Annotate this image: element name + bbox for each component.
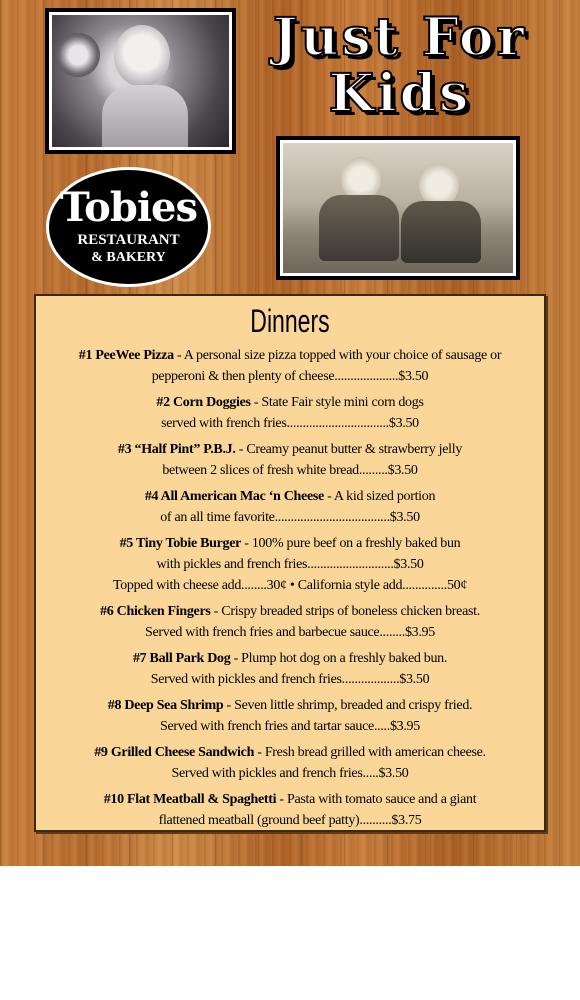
vintage-photo-child-car bbox=[45, 8, 236, 154]
vintage-photo-two-children bbox=[276, 136, 520, 280]
menu-item-description: - Fresh bread grilled with american cheese. bbox=[254, 745, 486, 760]
title-line-2: Kids bbox=[328, 63, 472, 124]
menu-item-name: #9 Grilled Cheese Sandwich bbox=[94, 745, 255, 760]
menu-item-description: - Plump hot dog on a freshly baked bun. bbox=[230, 651, 448, 666]
menu-item-name: #3 “Half Pint” P.B.J. bbox=[117, 442, 236, 457]
menu-item-price-line: of an all time favorite....................................$3.50 bbox=[160, 510, 420, 525]
menu-item-description: - A personal size pizza topped with your choice of sausage or bbox=[173, 348, 502, 363]
child-body bbox=[102, 85, 188, 150]
page-title bbox=[240, 7, 560, 124]
menu-item bbox=[36, 695, 544, 737]
logo-line-2: & BAKERY bbox=[91, 250, 166, 265]
menu-item-name: #5 Tiny Tobie Burger bbox=[119, 536, 242, 551]
child-body-left bbox=[319, 195, 399, 261]
menu-item-addon-line: Topped with cheese add........30¢ • California style add..............50¢ bbox=[112, 578, 468, 593]
menu-item-description: - A kid sized portion bbox=[323, 489, 436, 504]
menu-item-name: #8 Deep Sea Shrimp bbox=[107, 698, 224, 713]
menu-item-name: #7 Ball Park Dog bbox=[132, 651, 231, 666]
menu-item-name: #6 Chicken Fingers bbox=[100, 604, 211, 619]
menu-item bbox=[36, 486, 544, 528]
menu-item-price-line: Served with pickles and french fries.....$3.50 bbox=[171, 766, 409, 781]
title-line-1: Just For bbox=[273, 7, 527, 68]
menu-item-description: - State Fair style mini corn dogs bbox=[250, 395, 424, 410]
restaurant-logo bbox=[46, 167, 211, 287]
menu-item bbox=[36, 533, 544, 596]
menu-item-description: - 100% pure beef on a freshly baked bun bbox=[241, 536, 461, 551]
child-body-right bbox=[401, 201, 481, 263]
menu-heading: Dinners bbox=[250, 303, 330, 339]
menu-item bbox=[36, 345, 544, 387]
menu-item-price-line: with pickles and french fries...........................$3.50 bbox=[156, 557, 424, 572]
menu-item-price-line: Served with french fries and tartar sauce.....$3.95 bbox=[160, 719, 420, 734]
logo-line-1: RESTAURANT bbox=[77, 232, 180, 248]
menu-item-name: #2 Corn Doggies bbox=[156, 395, 251, 410]
menu-item-name: #10 Flat Meatball & Spaghetti bbox=[103, 792, 277, 807]
menu-item-description: - Crispy breaded strips of boneless chicken breast. bbox=[210, 604, 480, 619]
menu-item-price-line: served with french fries................................$3.50 bbox=[161, 416, 419, 431]
logo-brand: Tobies bbox=[60, 184, 197, 231]
menu-item bbox=[36, 392, 544, 434]
menu-item-price-line: between 2 slices of fresh white bread.........$3.50 bbox=[162, 463, 418, 478]
menu-item bbox=[36, 601, 544, 643]
menu-item-description: - Creamy peanut butter & strawberry jelly bbox=[235, 442, 463, 457]
menu-item bbox=[36, 648, 544, 690]
menu-item bbox=[36, 789, 544, 831]
child-face bbox=[114, 25, 170, 87]
menu-item-description: - Seven little shrimp, breaded and crispy fried. bbox=[223, 698, 473, 713]
menu-item-price-line: flattened meatball (ground beef patty)..........$3.75 bbox=[158, 813, 422, 828]
car-headlight bbox=[56, 33, 100, 77]
menu-item-price-line: Served with french fries and barbecue sauce........$3.95 bbox=[145, 625, 435, 640]
menu-item-price-line: Served with pickles and french fries..................$3.50 bbox=[150, 672, 430, 687]
dinner-menu-panel bbox=[34, 294, 546, 832]
menu-item-name: #4 All American Mac ‘n Cheese bbox=[144, 489, 324, 504]
menu-item-description: - Pasta with tomato sauce and a giant bbox=[276, 792, 477, 807]
menu-item bbox=[36, 742, 544, 784]
menu-item bbox=[36, 439, 544, 481]
menu-item-price-line: pepperoni & then plenty of cheese....................$3.50 bbox=[151, 369, 429, 384]
menu-item-name: #1 PeeWee Pizza bbox=[78, 348, 174, 363]
